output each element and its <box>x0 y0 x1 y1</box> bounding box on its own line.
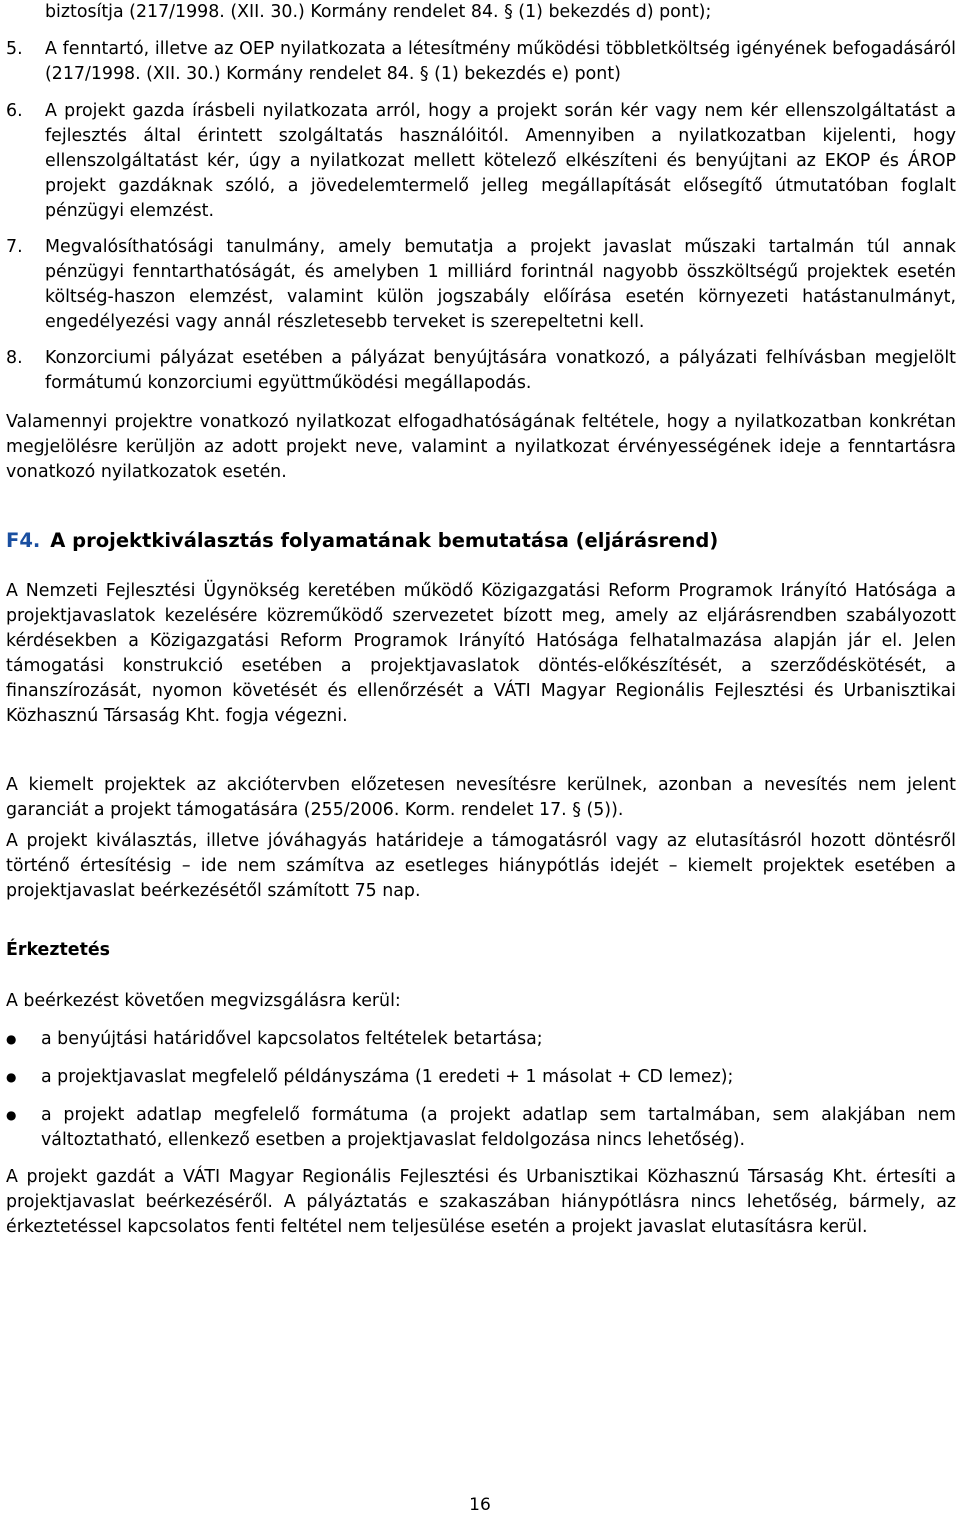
list-item-4-continuation <box>6 0 956 25</box>
paragraph-valamennyi: Valamennyi projektre vonatkozó nyilatkozat elfogadhatóságának feltétele, hogy a nyilatkozatban konkrétan megjelölésre kerüljön az adott projekt neve, valamint a nyilatkozat érvényességének ideje a fenntartásra vonatkozó nyilatkozatok esetén. <box>6 412 956 482</box>
list-item-8 <box>6 346 956 396</box>
list-item-number: 6. <box>6 101 23 121</box>
section-title: A projektkiválasztás folyamatának bemutatása (eljárásrend) <box>50 529 719 552</box>
page-number: 16 <box>469 1495 491 1515</box>
list-item-7 <box>6 235 956 335</box>
paragraph-beerkezes: A beérkezést követően megvizsgálásra kerül: <box>6 991 401 1011</box>
list-item-text: Konzorciumi pályázat esetében a pályázat benyújtására vonatkozó, a pályázati felhívásban megjelölt formátumú konzorciumi együttműködési megállapodás. <box>45 348 956 393</box>
section-heading <box>6 528 956 553</box>
bullet-icon: ● <box>6 1032 17 1046</box>
document-page <box>6 0 956 1240</box>
list-item-text: biztosítja (217/1998. (XII. 30.) Kormány rendelet 84. § (1) bekezdés d) pont); <box>45 2 712 22</box>
bullet-icon: ● <box>6 1108 17 1122</box>
list-item-5 <box>6 37 956 87</box>
section-code: F4. <box>6 529 41 552</box>
bullet-item <box>6 1103 956 1153</box>
list-item-6 <box>6 99 956 224</box>
bullet-text: a benyújtási határidővel kapcsolatos feltételek betartása; <box>41 1029 543 1049</box>
bullet-text: a projektjavaslat megfelelő példányszáma (1 eredeti + 1 másolat + CD lemez); <box>41 1067 734 1087</box>
subheading-erkeztetes: Érkeztetés <box>6 940 111 960</box>
bullet-icon: ● <box>6 1070 17 1084</box>
paragraph-hatarido: A projekt kiválasztás, illetve jóváhagyás határideje a támogatásról vagy az elutasításról hozott döntésről történő értesítésig – ide nem számítva az esetleges hiánypótlás idejét – kiemelt projektek esetében a projektjavaslat beérkezésétől számított 75 nap. <box>6 831 956 901</box>
paragraph-ertesites: A projekt gazdát a VÁTI Magyar Regionális Fejlesztési és Urbanisztikai Közhasznú Társaság Kht. értesíti a projektjavaslat beérkezéséről. A pályáztatás e szakaszában hiánypótlásra nincs lehetőség, bármely, az érkeztetéssel kapcsolatos fenti feltétel nem teljesülése esetén a projekt javaslat elutasításra kerül. <box>6 1167 956 1237</box>
bullet-item <box>6 1027 956 1052</box>
paragraph-nfu: A Nemzeti Fejlesztési Ügynökség keretében működő Közigazgatási Reform Programok Irányító Hatósága a projektjavaslatok kezelésére közreműködő szervezetet bízott meg, amely az eljárásrendben szabályozott kérdésekben a Közigazgatási Reform Programok Irányító Hatósága felhatalmazása alapján jár el. Jelen támogatási konstrukció esetében a projektjavaslatok döntés-előkészítését, a szerződéskötését, a finanszírozását, nyomon követését és ellenőrzését a VÁTI Magyar Regionális Fejlesztési és Urbanisztikai Közhasznú Társaság Kht. fogja végezni. <box>6 581 956 726</box>
list-item-number: 7. <box>6 237 23 257</box>
list-item-text: A projekt gazda írásbeli nyilatkozata arról, hogy a projekt során kér vagy nem kér ellenszolgáltatást a fejlesztés által érintett szolgáltatás használóitól. Amennyiben a nyilatkozatban kijelenti, hogy ellenszolgáltatást kér, úgy a nyilatkozat mellett kötelező elkészíteni és benyújtani az EKOP és ÁROP projekt gazdáknak szóló, a jövedelemtermelő jelleg megállapítását elősegítő útmutatóban foglalt pénzügyi elemzést. <box>45 101 956 221</box>
paragraph-kiemelt: A kiemelt projektek az akciótervben előzetesen nevesítésre kerülnek, azonban a nevesítés nem jelent garanciát a projekt támogatására (255/2006. Korm. rendelet 17. § (5)). <box>6 775 956 820</box>
list-item-number: 8. <box>6 348 23 368</box>
bullet-text: a projekt adatlap megfelelő formátuma (a projekt adatlap sem tartalmában, sem alakjában nem változtatható, ellenkező esetben a projektjavaslat feldolgozása nincs lehetőség). <box>41 1105 956 1150</box>
bullet-item <box>6 1065 956 1090</box>
list-item-text: Megvalósíthatósági tanulmány, amely bemutatja a projekt javaslat műszaki tartalmán túl annak pénzügyi fenntarthatóságát, és amelyben 1 milliárd forintnál nagyobb összköltségű projektek esetén költség-haszon elemzést, valamint külön jogszabály előírása esetén környezeti hatástanulmányt, engedélyezési vagy annál részletesebb terveket is szerepeltetni kell. <box>45 237 956 332</box>
list-item-text: A fenntartó, illetve az OEP nyilatkozata a létesítmény működési többletköltség igényének befogadásáról (217/1998. (XII. 30.) Kormány rendelet 84. § (1) bekezdés e) pont) <box>45 39 956 84</box>
list-item-number: 5. <box>6 39 23 59</box>
